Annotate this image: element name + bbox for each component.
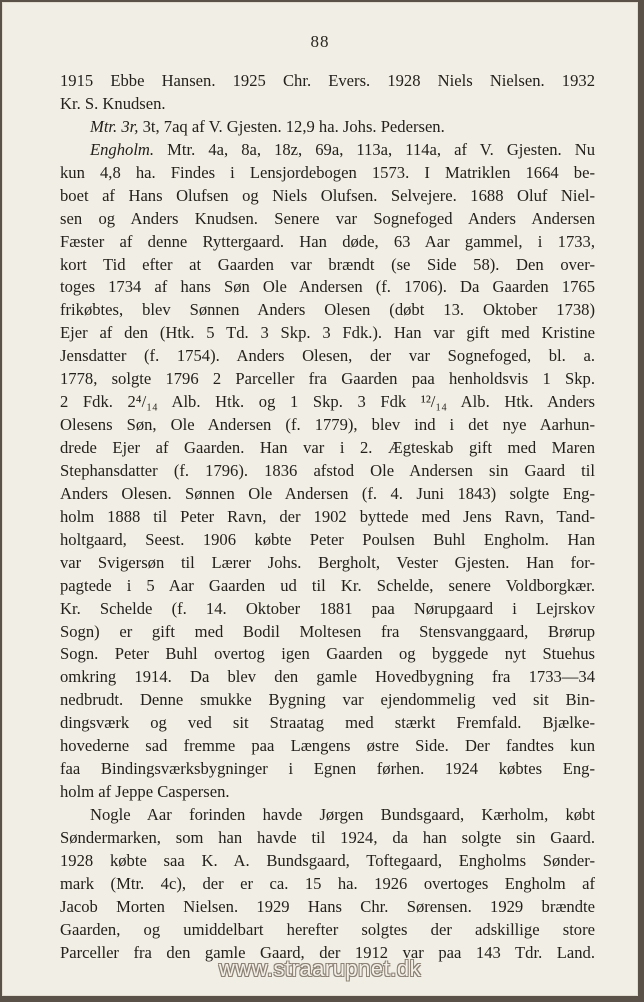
text-line (60, 276, 595, 299)
text-line (60, 139, 595, 162)
line-text: Søndermarken, som han havde til 1924, da han solgte sin Gaard. (60, 827, 595, 847)
line-text: Gaarden, og umiddelbart herefter solgtes der adskillige store (60, 919, 595, 939)
text-line (60, 575, 595, 598)
line-text: dingsværk og ved sit Straatag med stærkt Fremfald. Bjælke- (60, 713, 595, 733)
line-text: Parceller fra den gamle Gaard, der 1912 var paa 143 Tdr. Land. (60, 942, 595, 962)
page-number: 88 (310, 32, 330, 51)
text-line (60, 666, 595, 689)
text-line (60, 322, 595, 345)
text-line (60, 506, 595, 529)
line-text: frikøbtes, blev Sønnen Anders Olesen (døbt 13. Oktober 1738) (60, 300, 595, 320)
text-line (60, 529, 595, 552)
line-text: kort Tid efter at Gaarden var brændt (se Side 58). Den over- (60, 254, 595, 274)
line-text: Anders Olesen. Sønnen Ole Andersen (f. 4. Juni 1843) solgte Eng- (60, 483, 595, 503)
italic-heading: Engholm. (90, 139, 155, 159)
line-text: 2 Fdk. 2⁴/₁₄ Alb. Htk. og 1 Skp. 3 Fdk ¹²/₁₄ Alb. Htk. Anders (60, 392, 595, 412)
line-text: Fæster af denne Ryttergaard. Han døde, 63 Aar gammel, i 1733, (60, 231, 595, 251)
line-text: Ejer af den (Htk. 5 Td. 3 Skp. 3 Fdk.). Han var gift med Kristine (60, 323, 595, 343)
website-watermark: www.straarupnet.dk (218, 956, 422, 981)
line-text: mark (Mtr. 4c), der er ca. 15 ha. 1926 overtoges Engholm af (60, 873, 595, 893)
line-text: faa Bindingsværksbygninger i Egnen førhen. 1924 købtes Eng- (60, 759, 595, 779)
line-text: nedbrudt. Denne smukke Bygning var ejendommelig ved sit Bin- (60, 690, 595, 710)
line-text: hovederne sad fremme paa Længens østre Side. Der fandtes kun (60, 736, 595, 756)
line-text: Jensdatter (f. 1754). Anders Olesen, der var Sognefoged, bl. a. (60, 346, 595, 366)
text-line (60, 758, 595, 781)
text-line (60, 231, 595, 254)
text-line (60, 827, 595, 850)
book-page (2, 2, 638, 996)
text-line (60, 185, 595, 208)
italic-heading: Mtr. 3r, (90, 116, 139, 136)
line-text: var Svigersøn til Lærer Johs. Bergholt, Vester Gjesten. Han for- (60, 552, 595, 572)
text-line (60, 116, 595, 139)
line-text: Stephansdatter (f. 1796). 1836 afstod Ole Andersen sin Gaard til (60, 460, 595, 480)
text-line (60, 345, 595, 368)
text-line (60, 391, 595, 414)
text-line (60, 414, 595, 437)
line-text: sen og Anders Knudsen. Senere var Sognefoged Anders Andersen (60, 208, 595, 228)
text-line (60, 93, 595, 116)
text-line (60, 621, 595, 644)
line-text: Jacob Morten Nielsen. 1929 Hans Chr. Sørensen. 1929 brændte (60, 896, 595, 916)
text-line (60, 643, 595, 666)
text-line (60, 712, 595, 735)
line-text: pagtede i 5 Aar Gaarden ud til Kr. Schelde, senere Voldborgkær. (60, 575, 595, 595)
line-text: boet af Hans Olufsen og Niels Olufsen. Selvejere. 1688 Oluf Niel- (60, 185, 595, 205)
text-line (60, 460, 595, 483)
line-text: Sogn) er gift med Bodil Moltesen fra Stensvanggaard, Brørup (60, 621, 595, 641)
text-line (60, 735, 595, 758)
line-text: drede Ejer af Gaarden. Han var i 2. Ægteskab gift med Maren (60, 438, 595, 457)
line-text: Sogn. Peter Buhl overtog igen Gaarden og byggede nyt Stuehus (60, 644, 595, 664)
text-line (60, 162, 595, 185)
text-line (60, 896, 595, 919)
line-text: Kr. S. Knudsen. (60, 93, 166, 113)
text-line (60, 552, 595, 575)
text-line (60, 689, 595, 712)
line-text: 1928 købte saa K. A. Bundsgaard, Toftegaard, Engholms Sønder- (60, 850, 595, 870)
line-text: holtgaard, Seest. 1906 købte Peter Poulsen Buhl Engholm. Han (60, 529, 595, 549)
line-text: Kr. Schelde (f. 14. Oktober 1881 paa Nørupgaard i Lejrskov (60, 598, 595, 618)
text-line (60, 850, 595, 873)
line-text: Mtr. 4a, 8a, 18z, 69a, 113a, 114a, af V. Gjesten. Nu (154, 139, 595, 159)
line-text: holm af Jeppe Caspersen. (60, 782, 230, 802)
text-line (60, 437, 595, 460)
line-text: toges 1734 af hans Søn Ole Andersen (f. 1706). Da Gaarden 1765 (60, 277, 595, 297)
line-text: Nogle Aar forinden havde Jørgen Bundsgaard, Kærholm, købt (90, 805, 595, 824)
text-line (60, 781, 595, 804)
text-line (60, 919, 595, 942)
line-text: 1915 Ebbe Hansen. 1925 Chr. Evers. 1928 Niels Nielsen. 1932 (60, 71, 595, 90)
text-line (60, 70, 595, 93)
line-text: 1778, solgte 1796 2 Parceller fra Gaarden paa henholdsvis 1 Skp. (60, 369, 595, 389)
line-text: omkring 1914. Da blev den gamle Hovedbygning fra 1733—34 (60, 667, 595, 687)
text-line (60, 368, 595, 391)
text-line (60, 208, 595, 231)
text-line (60, 873, 595, 896)
text-line (60, 254, 595, 277)
body-text (60, 70, 595, 965)
text-line (60, 598, 595, 621)
line-text: 3t, 7aq af V. Gjesten. 12,9 ha. Johs. Pedersen. (138, 116, 445, 136)
line-text: kun 4,8 ha. Findes i Lensjordebogen 1573. I Matriklen 1664 be- (60, 162, 595, 182)
line-text: Olesens Søn, Ole Andersen (f. 1779), blev ind i det nye Aarhun- (60, 415, 595, 435)
text-line (60, 483, 595, 506)
line-text: holm 1888 til Peter Ravn, der 1902 byttede med Jens Ravn, Tand- (60, 506, 595, 526)
text-line (60, 804, 595, 827)
text-line (60, 299, 595, 322)
